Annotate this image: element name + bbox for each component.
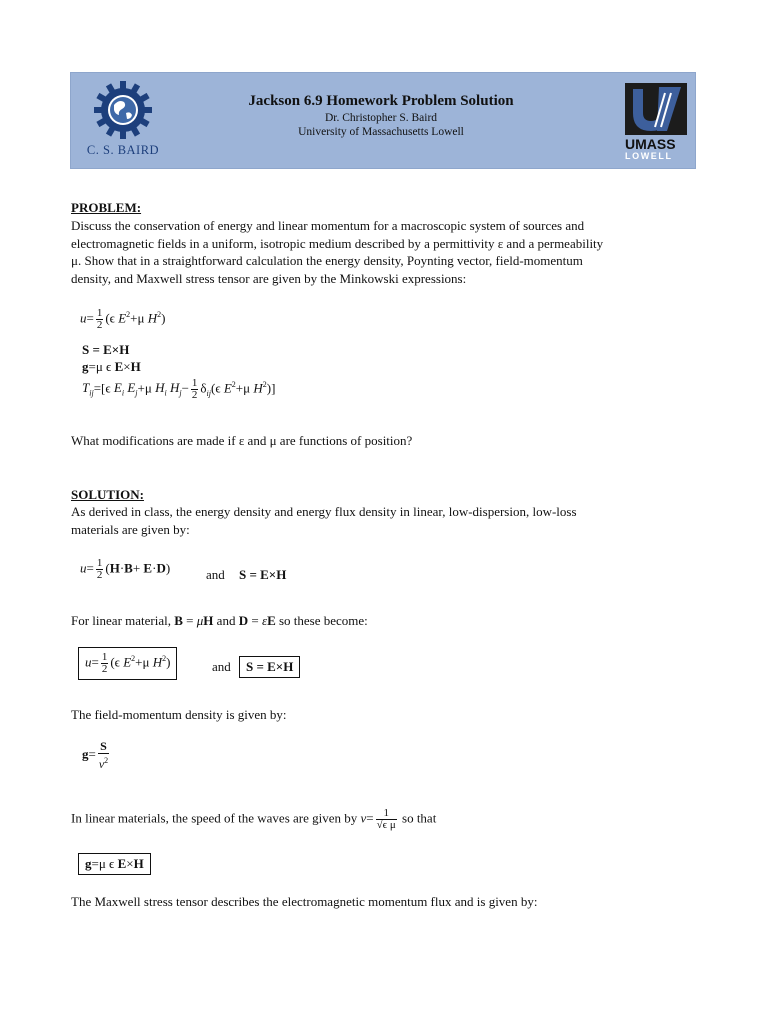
problem-line: μ. Show that in a straightforward calculation the energy density, Poynting vector, field-momentum (71, 253, 583, 268)
page-title: Jackson 6.9 Homework Problem Solution (248, 93, 514, 109)
problem-line: electromagnetic fields in a uniform, isotropic medium described by a permittivity ε and a permeability (71, 235, 604, 251)
speed-tail-text: so that (402, 810, 437, 826)
problem-line: density, and Maxwell stress tensor are given by the Minkowski expressions: (71, 270, 467, 286)
problem-question: What modifications are made if ε and μ are functions of position? (71, 433, 413, 448)
speed-line: In linear materials, the speed of the waves are given by v= $\frac{1}{\text{√ϵ μ}}$ so that (71, 807, 437, 831)
cs-baird-logo (85, 79, 161, 165)
speed-lead-text: In linear materials, the speed of the waves are given by (71, 810, 358, 826)
boxed-energy-density: u= $\frac{1}{2}$ (ϵ $E^2+\mu$ $H^2$) (78, 647, 177, 680)
boxed-poynting: S = E×H (239, 656, 300, 678)
problem-statement (71, 217, 701, 287)
solution-intro-line: materials are given by: (71, 521, 190, 537)
equation-poynting: S = E×H (82, 342, 130, 357)
logo-left-text: C. S. BAIRD (86, 143, 160, 157)
linear-tail-text: so these become: (278, 613, 368, 628)
equation-momentum: g=μ ϵ E×H (82, 359, 141, 374)
solution-intro-line: As derived in class, the energy density and energy flux density in linear, low-dispersion, low-loss (71, 504, 577, 519)
solution-heading: SOLUTION: (71, 487, 144, 502)
linear-lead-text: For linear material, (71, 613, 171, 628)
equation-stress-tensor: $T_{ij}=[\epsilon$ $E_i$ $E_j+\mu$ $H_i$ $H_j-$ $\frac{1}{2}$ $\delta_{ij}(\epsilon$ $E^2+\mu$ $H^2$)] (82, 377, 276, 401)
linear-material-line: For linear material, B = μH and D = εE so these become: (71, 613, 368, 628)
equation-energy-density-general: u= $\frac{1}{2}$ (H·B+ E·D) (80, 557, 171, 581)
linear-mid-text: and (216, 613, 236, 628)
equation-poynting-general: S = E×H (239, 567, 287, 582)
equation-energy-density: u= $\frac{1}{2}$ (ϵ $E^2+\mu$ $H^2$) (80, 307, 166, 331)
umass-lowell-logo (625, 83, 687, 163)
globe-gear-icon (92, 79, 154, 141)
problem-line: Discuss the conservation of energy and linear momentum for a macroscopic system of sources and (71, 218, 585, 233)
document-header (70, 72, 696, 169)
equation-momentum-s-over-v2: g= $\frac{S}{v^2}$ (82, 739, 109, 771)
momentum-text: The field-momentum density is given by: (71, 707, 287, 722)
and-label: and (212, 659, 231, 674)
stress-tensor-text: The Maxwell stress tensor describes the electromagnetic momentum flux and is given by: (71, 894, 538, 909)
solution-intro (71, 503, 701, 538)
author-name: Dr. Christopher S. Baird (324, 112, 438, 124)
header-text (231, 93, 531, 138)
problem-heading: PROBLEM: (71, 200, 142, 215)
boxed-momentum: g=μ ϵ E×H (78, 853, 151, 875)
umass-emblem-icon (625, 83, 687, 135)
logo-right-bottom-text: LOWELL (625, 151, 673, 161)
logo-right-top-text: UMASS (625, 136, 676, 152)
and-label: and (206, 567, 225, 582)
affiliation: University of Massachusetts Lowell (298, 126, 464, 138)
